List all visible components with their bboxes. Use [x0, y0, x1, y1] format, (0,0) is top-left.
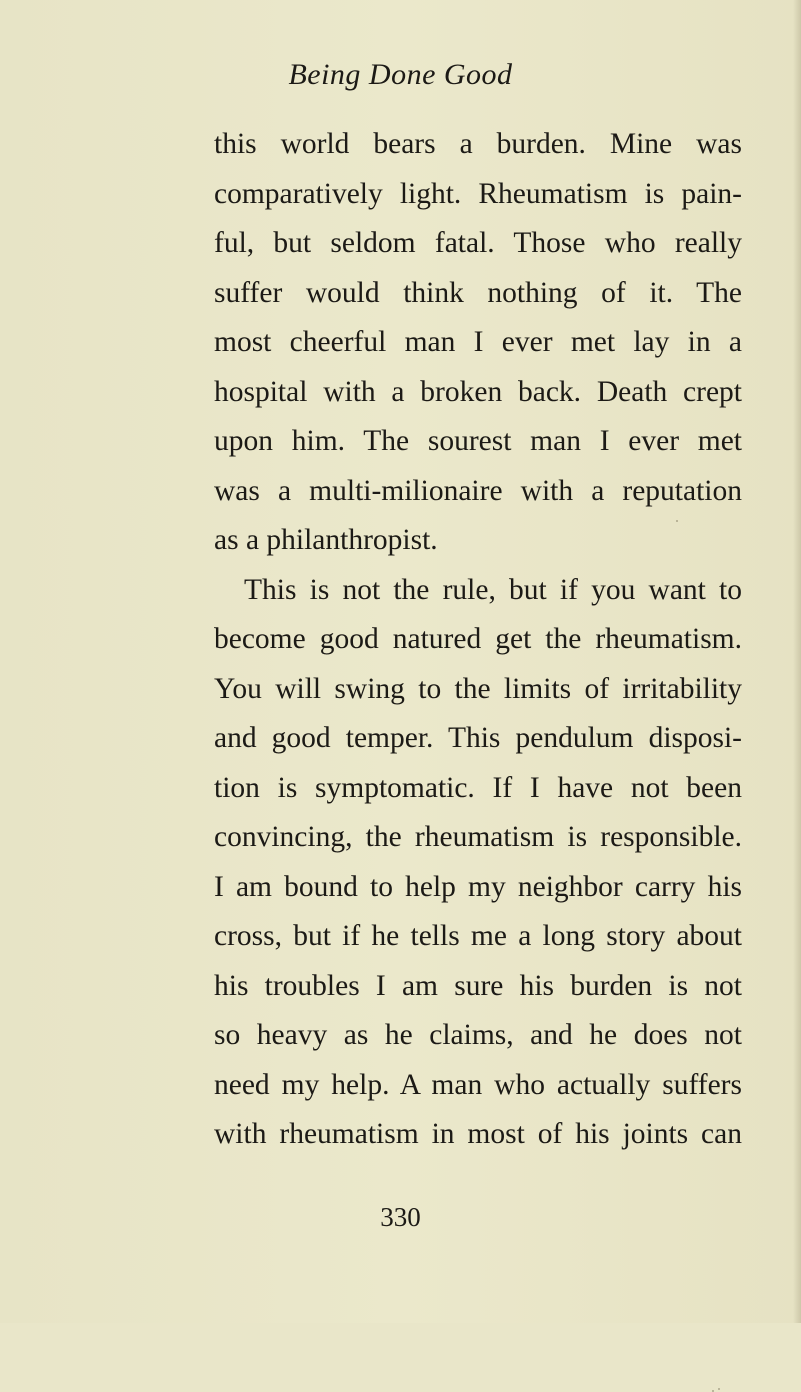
- running-head: Being Done Good: [288, 58, 513, 91]
- text-line: convincing, the rheumatism is responsible.: [214, 821, 742, 853]
- text-line: with rheumatism in most of his joints can: [214, 1118, 742, 1150]
- text-line: become good natured get the rheumatism.: [214, 623, 742, 655]
- page-number: 330: [380, 1202, 421, 1232]
- paper-speck: [718, 1388, 720, 1390]
- text-line: need my help. A man who actually suffers: [214, 1068, 742, 1101]
- text-line: You will swing to the limits of irritability: [214, 672, 742, 705]
- text-line: tion is symptomatic. If I have not been: [214, 771, 742, 804]
- text-line: I am bound to help my neighbor carry his: [214, 870, 742, 903]
- text-line: upon him. The sourest man I ever met: [214, 425, 742, 457]
- text-line: was a multi-milionaire with a reputation: [214, 474, 742, 507]
- text-line: comparatively light. Rheumatism is pain-: [214, 177, 742, 210]
- text-line: this world bears a burden. Mine was: [214, 128, 742, 160]
- text-line: so heavy as he claims, and he does not: [214, 1019, 742, 1051]
- paper-speck: [676, 520, 678, 522]
- text-line: suffer would think nothing of it. The: [214, 276, 742, 309]
- text-line: hospital with a broken back. Death crept: [214, 375, 742, 408]
- text-line: cross, but if he tells me a long story about: [214, 920, 742, 952]
- text-line: as a philanthropist.: [214, 524, 438, 556]
- text-line: ful, but seldom fatal. Those who really: [214, 227, 742, 259]
- text-line: This is not the rule, but if you want to: [244, 573, 742, 606]
- page-edge-shadow: [793, 0, 801, 1323]
- text-line: and good temper. This pendulum disposi-: [214, 722, 742, 754]
- text-line: his troubles I am sure his burden is not: [214, 969, 742, 1002]
- text-line: most cheerful man I ever met lay in a: [214, 326, 742, 358]
- body-text: [214, 120, 742, 1160]
